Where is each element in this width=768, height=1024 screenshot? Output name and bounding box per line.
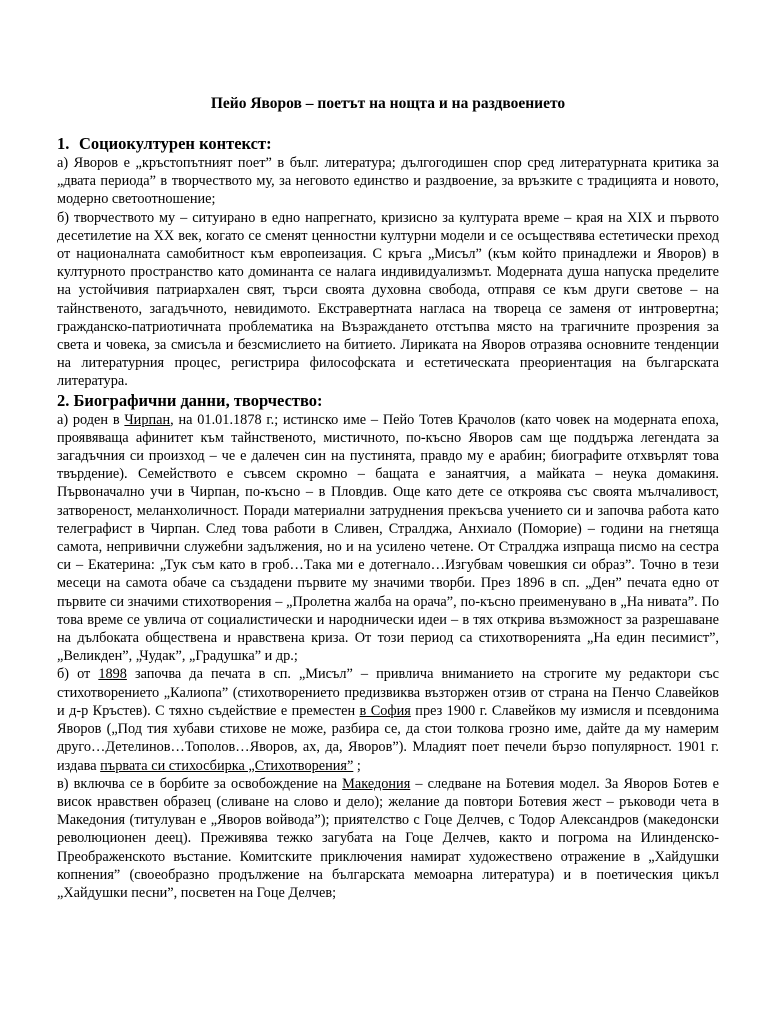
section-2-paragraph-a	[57, 411, 719, 666]
text-run: – следване на Ботевия модел. За Яворов Ботев е висок нравствен образец (сливане на слово и дело); желание да повтори Ботевия жест – ръководи чета в Македония (титулуван е „Яворов войвода”); приятелство с Гоце Делчев, с Тодор Александров (македонски революционен деец). Преживява тежко загубата на Гоце Делчев, както и погрома на Илинденско-Преображенското въстание. Комитските приключения намират художествено отражение в „Хайдушки копнения” (своеобразно продължение на българската мемоарна литература) и в поетическия цикъл „Хайдушки песни”, посветен на Гоце Делчев;	[57, 775, 720, 901]
section-1-title: Социокултурен контекст:	[79, 134, 272, 153]
section-2-heading: 2. Биографични данни, творчество:	[57, 390, 323, 410]
section-2-paragraph-c	[57, 775, 719, 902]
text-run: б) от	[57, 666, 99, 683]
link-macedonia[interactable]: Македония	[342, 775, 411, 792]
text-run: а) роден в	[57, 411, 125, 428]
section-1-paragraph-b: б) творчеството му – ситуирано в едно напрегнато, кризисно за културата време – края на XIX и първото десетилетие на XX век, когато се сменят ценностни културни модели и се осъществява естетически преход от националната самобитност към европеизация. С кръга „Мисъл” (към който принадлежи и Яворов) в културното пространство като доминанта се налага индивидуализмът. Модерната душа напуска пределите на устойчивия патриархален свят, търси своята духовна свобода, отправя се към други светове – на тайнственото, загадъчното, невидимото. Екстравертната нагласа на твореца се заменя от интровертна; гражданско-патриотичната проблематика на Възраждането отстъпва място на трагичните прозрения за света и човека, за смисъла и безсмислието на битието. Лириката на Яворов отразява основните тенденции на литературния процес, регистрира философската и естетическата преориентация на българската литература.	[57, 209, 719, 390]
text-run: през 1900 г. Славейков му измисля и псевдонима Яворов („Под тия хубави стихове не може, разбира се, да стои толкова грозно име, дайте да му намерим друго…Детелинов…Тополов…Яворов, ах, да, Яворов”). Младият поет печели бързо популярност. 1901 г. издава	[57, 702, 719, 774]
link-first-collection[interactable]: първата си стихосбирка „Стихотворения”	[100, 757, 354, 774]
text-run: започва да печата в сп. „Мисъл” – привлича вниманието на строгите му редактори със стихотворението „Калиопа” (стихотворението предизвиква възторжен отзив от страна на Пенчо Славейков и д-р Кръстев). С тяхно съдействие е преместен	[57, 666, 719, 719]
text-run: , на 01.01.1878 г.; истинско име – Пейо Тотев Крачолов (като човек на модерната епоха, проявяваща афинитет към тайнственото, мистичното, по-късно Яворов сам ще поддържа легендата за загадъчния си произход – че е далечен син на пустинята, правдо му е арабин; биографите отхвърлят това твърдение). Семейството е съвсем скромно – бащата е занаятчия, а майката – неука домакиня. Първоначално учи в Чирпан, по-късно – в Пловдив. Още като дете се откроява със своята мълчаливост, затвореност, меланхоличност. Поради материални затруднения прекъсва учението си и започва работа като телеграфист в Чирпан. След това работи в Сливен, Стралджа, Анхиало (Поморие) – години на гнетяща самота, непривични служебни задължения, но и на усилено четене. От Стралджа изпраща писмо на сестра си – Екатерина: „Тук съм като в гроб…Така ми е дотегнало…Изгубвам човешкия си образ”. Точно в тези месеци на самота обаче са създадени първите му значими творби. През 1896 в сп. „Ден” печата едно от първите си значими стихотворения – „Пролетна жалба на орача”, по-късно преименувано в „На нивата”. По това време се увлича от социалистически и народнически идеи – в тях открива възможност за разрешаване на дълбоката обществена и нравствена криза. От този период са стихотворенията „На един песимист”, „Великден”, „Чудак”, „Градушка” и др.;	[57, 411, 719, 665]
document-title: Пейо Яворов – поетът на нощта и на раздвоението	[210, 95, 566, 112]
text-run: ;	[353, 757, 361, 774]
section-1-number: 1.	[57, 134, 70, 153]
link-sofia[interactable]: в София	[359, 702, 411, 719]
section-2-paragraph-b	[57, 665, 719, 774]
text-run: в) включва се в борбите за освобождение на	[57, 775, 343, 792]
link-chirpan[interactable]: Чирпан	[124, 411, 171, 428]
section-1-paragraph-a: а) Яворов е „кръстопътният поет” в бълг. литература; дългогодишен спор сред литературната критика за „двата периода” в творчеството му, за неговото единство и раздвоение, за връзките с традицията и новото, модерно светоотношение;	[57, 155, 719, 208]
link-1898[interactable]: 1898	[98, 666, 127, 683]
section-1-heading	[57, 134, 719, 154]
document-page	[57, 94, 719, 902]
